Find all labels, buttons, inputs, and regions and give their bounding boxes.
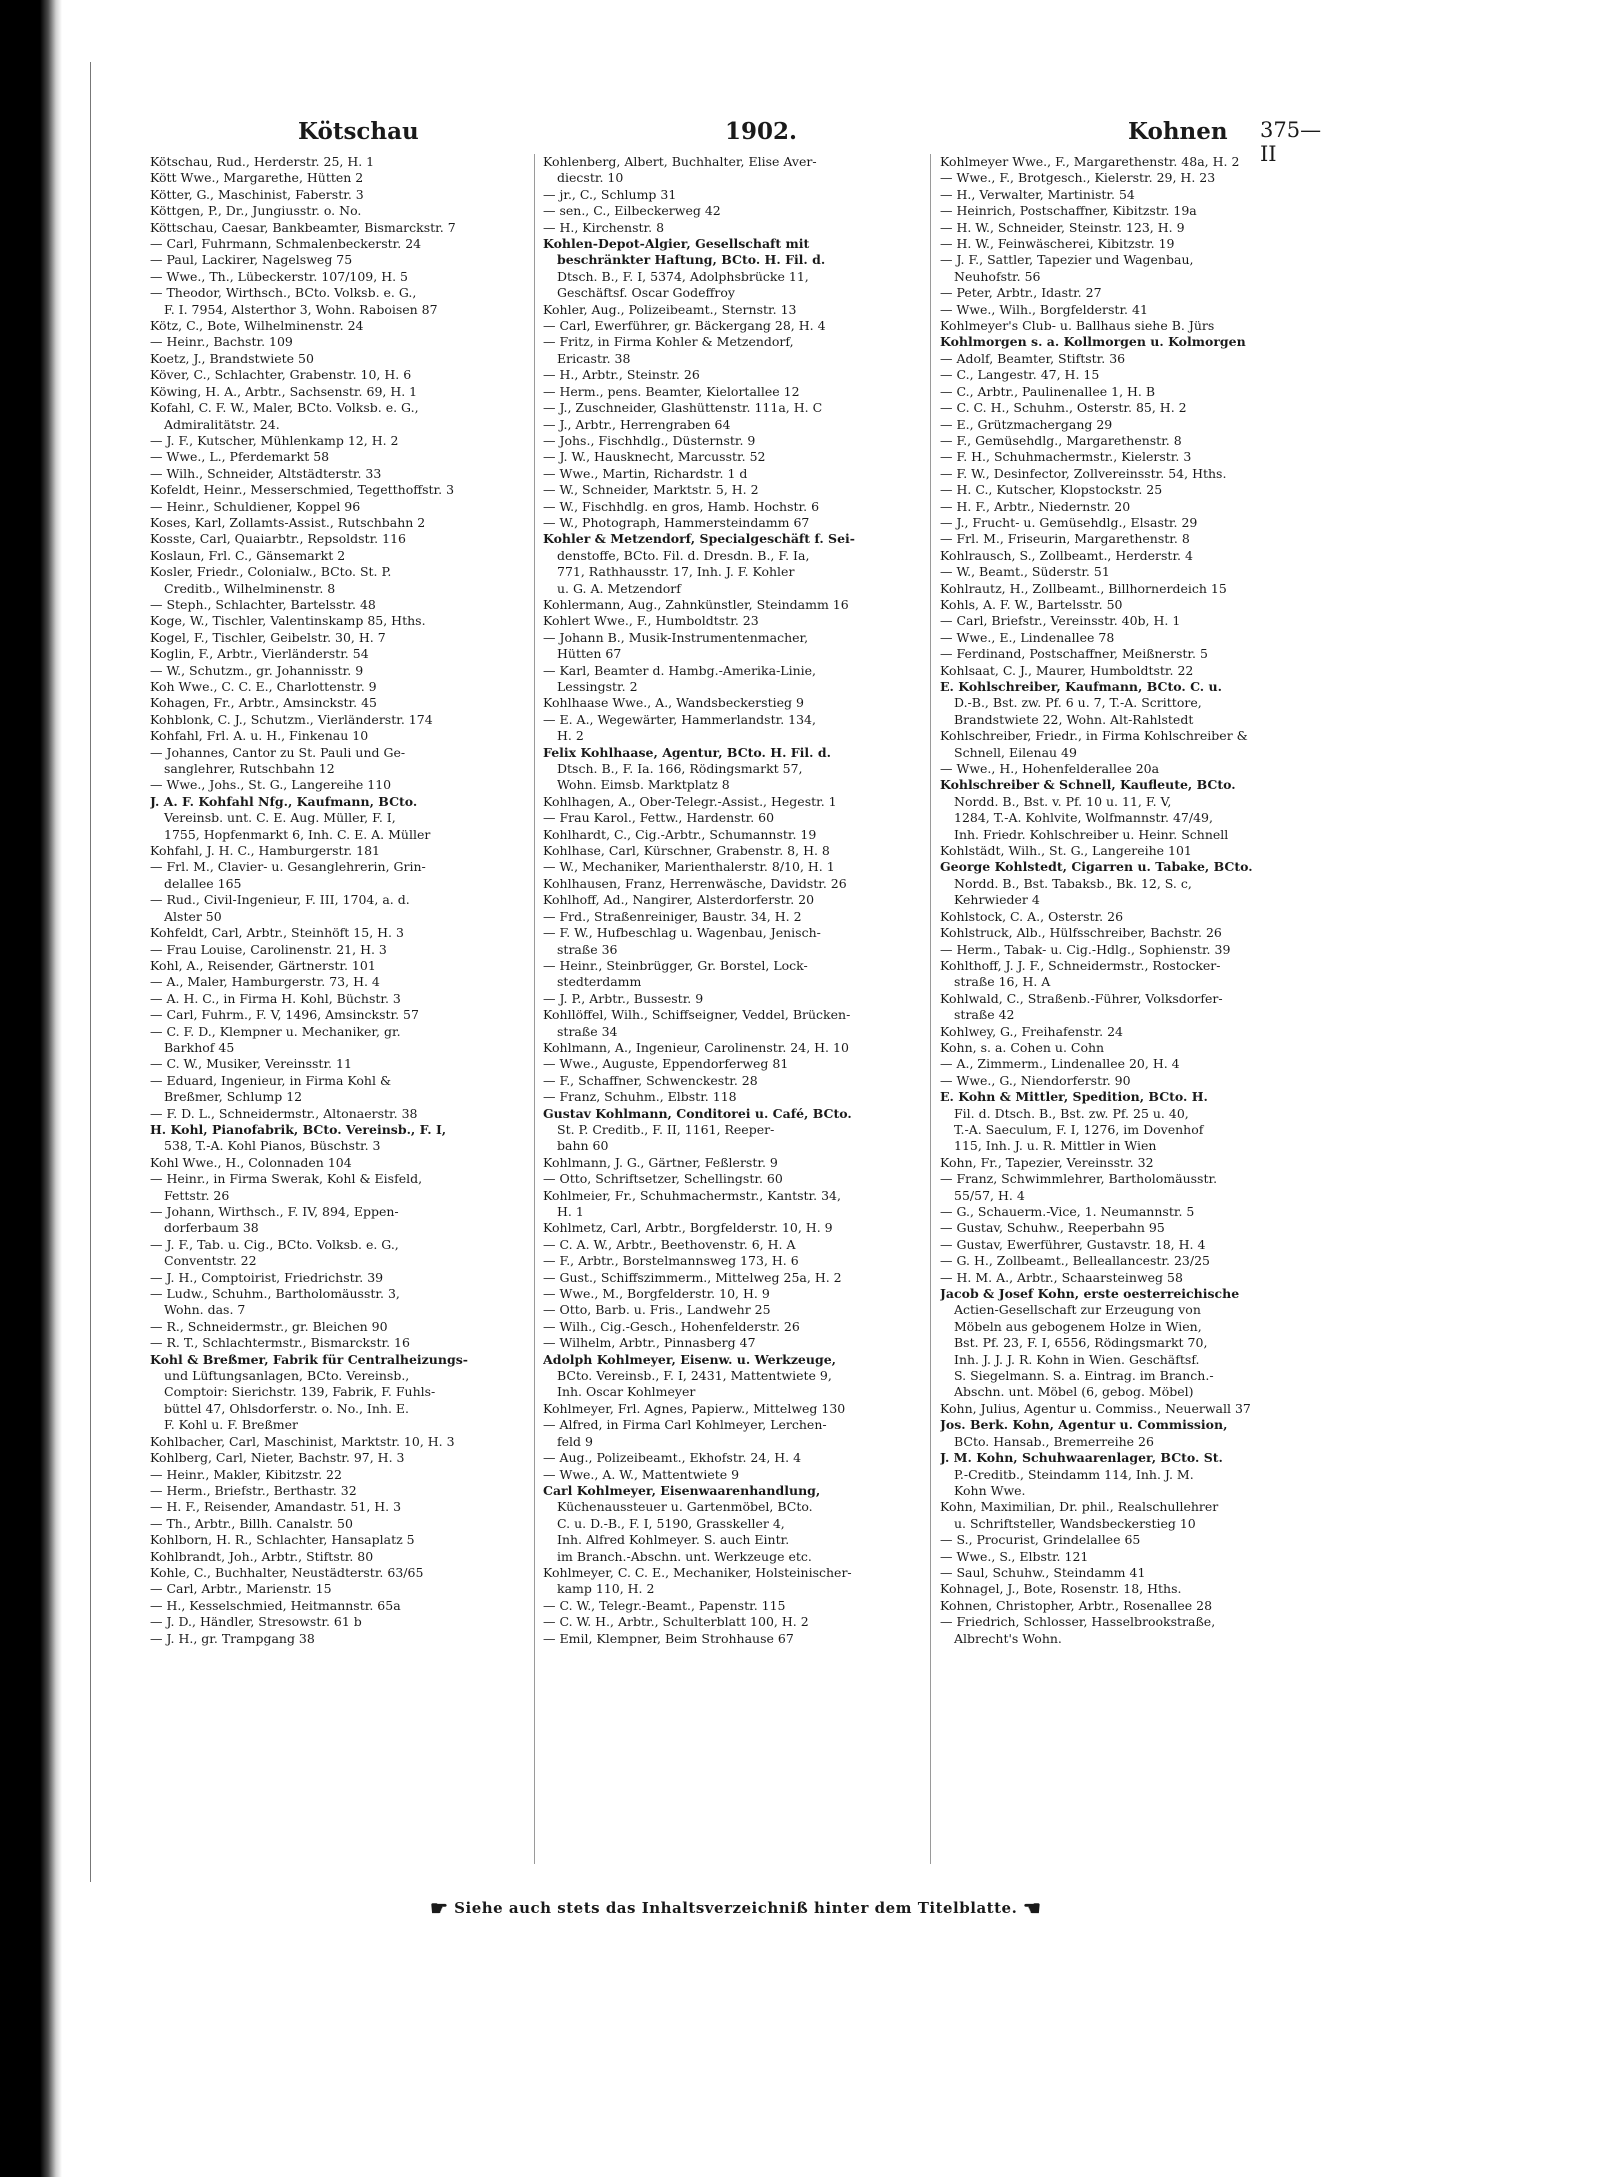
directory-entry: Kohlberg, Carl, Nieter, Bachstr. 97, H. 3 bbox=[150, 1450, 405, 1466]
directory-entry: — W., Schutzm., gr. Johannisstr. 9 bbox=[150, 662, 364, 678]
directory-entry: J. M. Kohn, Schuhwaarenlager, BCto. St. bbox=[940, 1450, 1223, 1466]
directory-entry: — Saul, Schuhw., Steindamm 41 bbox=[940, 1564, 1146, 1580]
directory-entry-continuation: Inh. J. J. J. R. Kohn in Wien. Geschäftsf. bbox=[954, 1351, 1200, 1367]
directory-entry: — F. W., Desinfector, Zollvereinsstr. 54, Hths. bbox=[940, 465, 1227, 481]
directory-entry: — Carl, Briefstr., Vereinsstr. 40b, H. 1 bbox=[940, 613, 1181, 629]
directory-entry-continuation: T.-A. Saeculum, F. I, 1276, im Dovenhof bbox=[954, 1121, 1204, 1137]
directory-entry: Koses, Karl, Zollamts-Assist., Rutschbahn 2 bbox=[150, 514, 426, 530]
directory-entry: Kohlhardt, C., Cig.-Arbtr., Schumannstr. 19 bbox=[543, 826, 817, 842]
directory-entry: — C. A. W., Arbtr., Beethovenstr. 6, H. A bbox=[543, 1236, 796, 1252]
directory-entry: Kohlschreiber, Friedr., in Firma Kohlschreiber & bbox=[940, 728, 1248, 744]
directory-entry: Kohlmeier, Fr., Schuhmachermstr., Kantstr. 34, bbox=[543, 1187, 841, 1203]
directory-entry-continuation: Breßmer, Schlump 12 bbox=[164, 1089, 303, 1105]
directory-entry-continuation: 55/57, H. 4 bbox=[954, 1187, 1025, 1203]
directory-entry: — J., Zuschneider, Glashüttenstr. 111a, H. C bbox=[543, 400, 823, 416]
directory-entry: — Heinr., Steinbrügger, Gr. Borstel, Lock- bbox=[543, 957, 808, 973]
directory-entry: Jacob & Josef Kohn, erste oesterreichische bbox=[940, 1286, 1240, 1302]
directory-entry-continuation: Wohn. das. 7 bbox=[164, 1302, 246, 1318]
directory-entry: — J., Frucht- u. Gemüsehdlg., Elsastr. 29 bbox=[940, 514, 1198, 530]
gutter-line bbox=[90, 62, 91, 1882]
directory-entry-continuation: im Branch.-Abschn. unt. Werkzeuge etc. bbox=[557, 1548, 812, 1564]
directory-entry: George Kohlstedt, Cigarren u. Tabake, BCto. bbox=[940, 859, 1253, 875]
directory-entry: — Franz, Schuhm., Elbstr. 118 bbox=[543, 1089, 737, 1105]
directory-entry: — H. F., Reisender, Amandastr. 51, H. 3 bbox=[150, 1499, 402, 1515]
page-number: 375—II bbox=[1260, 118, 1322, 166]
directory-entry: Kohllöffel, Wilh., Schiffseigner, Veddel, Brücken- bbox=[543, 1007, 851, 1023]
directory-entry-continuation: S. Siegelmann. S. a. Eintrag. im Branch.- bbox=[954, 1368, 1214, 1384]
directory-entry: Koh Wwe., C. C. E., Charlottenstr. 9 bbox=[150, 679, 377, 694]
directory-column-1 bbox=[150, 154, 522, 1647]
directory-entry: Kofahl, C. F. W., Maler, BCto. Volksb. e. G., bbox=[150, 400, 419, 416]
directory-entry: — S., Procurist, Grindelallee 65 bbox=[940, 1532, 1141, 1548]
directory-entry: — Johann B., Musik-Instrumentenmacher, bbox=[543, 629, 809, 645]
directory-entry-continuation: sanglehrer, Rutschbahn 12 bbox=[164, 761, 335, 777]
directory-entry: Kohagen, Fr., Arbtr., Amsinckstr. 45 bbox=[150, 695, 377, 711]
directory-entry-continuation: denstoffe, BCto. Fil. d. Dresdn. B., F. Ia, bbox=[557, 547, 810, 563]
directory-entry-continuation: F. I. 7954, Alsterthor 3, Wohn. Raboisen 87 bbox=[164, 301, 438, 317]
directory-entry: Kosler, Friedr., Colonialw., BCto. St. P. bbox=[150, 564, 392, 580]
directory-entry: Koglin, F., Arbtr., Vierländerstr. 54 bbox=[150, 646, 369, 662]
directory-entry: Kohls, A. F. W., Bartelsstr. 50 bbox=[940, 596, 1123, 612]
directory-entry: — J. P., Arbtr., Bussestr. 9 bbox=[543, 990, 704, 1006]
directory-entry: — Paul, Lackirer, Nagelsweg 75 bbox=[150, 252, 353, 268]
directory-entry: — H. W., Feinwäscherei, Kibitzstr. 19 bbox=[940, 236, 1175, 252]
directory-entry: — Theodor, Wirthsch., BCto. Volksb. e. G., bbox=[150, 285, 417, 301]
directory-entry-continuation: Wohn. Eimsb. Marktplatz 8 bbox=[557, 777, 730, 793]
footer-text: Siehe auch stets das Inhaltsverzeichniß hinter dem Titelblatte. bbox=[454, 1899, 1018, 1917]
directory-entry: — G. H., Zollbeamt., Belleallancestr. 23/25 bbox=[940, 1253, 1210, 1269]
directory-entry: Kohlmann, J. G., Gärtner, Feßlerstr. 9 bbox=[543, 1154, 778, 1170]
directory-entry: H. Kohl, Pianofabrik, BCto. Vereinsb., F. I, bbox=[150, 1121, 447, 1137]
directory-entry-continuation: straße 36 bbox=[557, 941, 618, 957]
directory-entry-continuation: büttel 47, Ohlsdorferstr. o. No., Inh. E. bbox=[164, 1400, 410, 1416]
directory-entry-continuation: Nordd. B., Bst. v. Pf. 10 u. 11, F. V, bbox=[954, 793, 1172, 809]
directory-entry: — Frd., Straßenreiniger, Baustr. 34, H. 2 bbox=[543, 908, 802, 924]
directory-entry: Kohlmeyer Wwe., F., Margarethenstr. 48a, H. 2 bbox=[940, 154, 1240, 169]
directory-entry: Kohlenberg, Albert, Buchhalter, Elise Aver- bbox=[543, 154, 817, 169]
directory-entry: — Friedrich, Schlosser, Hasselbrookstraße, bbox=[940, 1614, 1216, 1630]
directory-entry: — G., Schauerm.-Vice, 1. Neumannstr. 5 bbox=[940, 1204, 1195, 1219]
directory-entry: Kohl Wwe., H., Colonnaden 104 bbox=[150, 1154, 352, 1170]
directory-entry: Carl Kohlmeyer, Eisenwaarenhandlung, bbox=[543, 1482, 821, 1498]
directory-entry: Kohlsaat, C. J., Maurer, Humboldtstr. 22 bbox=[940, 662, 1194, 678]
directory-entry: Kohlwald, C., Straßenb.-Führer, Volksdorfer- bbox=[940, 990, 1223, 1006]
directory-entry-continuation: 538, T.-A. Kohl Pianos, Büschstr. 3 bbox=[164, 1138, 381, 1154]
header-right-keyword: Kohnen bbox=[1128, 118, 1228, 145]
pointing-hand-left-icon: ☚ bbox=[1023, 1896, 1042, 1920]
directory-entry: Kohlen-Depot-Algier, Gesellschaft mit bbox=[543, 236, 810, 252]
directory-entry: Kohl & Breßmer, Fabrik für Centralheizungs- bbox=[150, 1351, 468, 1367]
directory-entry: — Wwe., F., Brotgesch., Kielerstr. 29, H. 23 bbox=[940, 170, 1216, 186]
directory-entry: — H., Verwalter, Martinistr. 54 bbox=[940, 186, 1135, 202]
directory-entry-continuation: Dtsch. B., F. I, 5374, Adolphsbrücke 11, bbox=[557, 268, 809, 284]
directory-entry-continuation: und Lüftungsanlagen, BCto. Vereinsb., bbox=[164, 1368, 410, 1384]
directory-entry: Kohler & Metzendorf, Specialgeschäft f. Sei- bbox=[543, 531, 855, 547]
directory-entry: — sen., C., Eilbeckerweg 42 bbox=[543, 203, 721, 219]
directory-entry: — Ferdinand, Postschaffner, Meißnerstr. 5 bbox=[940, 646, 1208, 662]
directory-entry: Kohlwey, G., Freihafenstr. 24 bbox=[940, 1023, 1123, 1039]
directory-entry-continuation: H. 1 bbox=[557, 1204, 584, 1219]
directory-entry: Kohlbrandt, Joh., Arbtr., Stiftstr. 80 bbox=[150, 1548, 374, 1564]
directory-entry: — Th., Arbtr., Billh. Canalstr. 50 bbox=[150, 1515, 353, 1531]
directory-entry: — J. F., Tab. u. Cig., BCto. Volksb. e. G., bbox=[150, 1236, 399, 1252]
directory-entry: — J. F., Kutscher, Mühlenkamp 12, H. 2 bbox=[150, 432, 399, 448]
directory-entry: Kohlstruck, Alb., Hülfsschreiber, Bachstr. 26 bbox=[940, 925, 1222, 941]
directory-entry-continuation: dorferbaum 38 bbox=[164, 1220, 259, 1236]
directory-entry: Kohlstock, C. A., Osterstr. 26 bbox=[940, 908, 1124, 924]
directory-entry: — Wwe., H., Hohenfelderallee 20a bbox=[940, 761, 1160, 777]
directory-entry: — Carl, Fuhrm., F. V, 1496, Amsinckstr. 57 bbox=[150, 1007, 419, 1023]
directory-entry: — R. T., Schlachtermstr., Bismarckstr. 16 bbox=[150, 1335, 410, 1351]
directory-entry: Kogel, F., Tischler, Geibelstr. 30, H. 7 bbox=[150, 629, 386, 645]
directory-entry: Felix Kohlhaase, Agentur, BCto. H. Fil. d. bbox=[543, 744, 831, 760]
directory-entry: — Carl, Fuhrmann, Schmalenbeckerstr. 24 bbox=[150, 236, 422, 252]
directory-entry-continuation: Admiralitätstr. 24. bbox=[164, 416, 280, 432]
directory-entry: Kohlrausch, S., Zollbeamt., Herderstr. 4 bbox=[940, 547, 1193, 563]
directory-entry: — C. F. D., Klempner u. Mechaniker, gr. bbox=[150, 1023, 401, 1039]
directory-entry-continuation: Bst. Pf. 23, F. I, 6556, Rödingsmarkt 70, bbox=[954, 1335, 1208, 1351]
directory-entry: — Gustav, Schuhw., Reeperbahn 95 bbox=[940, 1220, 1165, 1236]
directory-entry: Kohfahl, J. H. C., Hamburgerstr. 181 bbox=[150, 843, 380, 859]
directory-entry-continuation: Kohn Wwe. bbox=[954, 1482, 1026, 1498]
directory-entry: — Heinr., in Firma Swerak, Kohl & Eisfeld, bbox=[150, 1171, 423, 1187]
directory-entry-continuation: C. u. D.-B., F. I, 5190, Grasskeller 4, bbox=[557, 1515, 785, 1531]
directory-entry: — F., Schaffner, Schwenckestr. 28 bbox=[543, 1072, 758, 1088]
directory-entry: — C. W. H., Arbtr., Schulterblatt 100, H. 2 bbox=[543, 1614, 809, 1630]
directory-entry-continuation: Conventstr. 22 bbox=[164, 1253, 257, 1269]
directory-entry-continuation: Geschäftsf. Oscar Godeffroy bbox=[557, 285, 735, 301]
directory-entry-continuation: BCto. Hansab., Bremerreihe 26 bbox=[954, 1433, 1154, 1449]
directory-entry: Kohl, A., Reisender, Gärtnerstr. 101 bbox=[150, 957, 376, 973]
directory-entry: — F. H., Schuhmachermstr., Kielerstr. 3 bbox=[940, 449, 1192, 465]
directory-entry: Kohlhaase Wwe., A., Wandsbeckerstieg 9 bbox=[543, 695, 804, 711]
directory-entry: — C., Arbtr., Paulinenallee 1, H. B bbox=[940, 383, 1156, 399]
directory-entry: — Herm., Briefstr., Berthastr. 32 bbox=[150, 1482, 357, 1498]
directory-entry: — Wwe., Martin, Richardstr. 1 d bbox=[543, 465, 748, 481]
directory-entry: Kofeldt, Heinr., Messerschmied, Tegetthoffstr. 3 bbox=[150, 482, 455, 498]
directory-entry: — F. D. L., Schneidermstr., Altonaerstr. 38 bbox=[150, 1105, 418, 1121]
directory-entry: — A. H. C., in Firma H. Kohl, Büchstr. 3 bbox=[150, 990, 401, 1006]
directory-entry: Kosste, Carl, Quaiarbtr., Repsoldstr. 116 bbox=[150, 531, 406, 547]
directory-entry: Kohlbacher, Carl, Maschinist, Marktstr. 10, H. 3 bbox=[150, 1433, 455, 1449]
directory-entry: — C., Langestr. 47, H. 15 bbox=[940, 367, 1100, 383]
directory-entry: — H. M. A., Arbtr., Schaarsteinweg 58 bbox=[940, 1269, 1183, 1285]
directory-entry: — W., Mechaniker, Marienthalerstr. 8/10, H. 1 bbox=[543, 859, 835, 875]
directory-entry: — Carl, Arbtr., Marienstr. 15 bbox=[150, 1581, 332, 1597]
directory-entry: Gustav Kohlmann, Conditorei u. Café, BCto. bbox=[543, 1105, 852, 1121]
directory-entry: — Wwe., S., Elbstr. 121 bbox=[940, 1548, 1089, 1564]
directory-entry: — Karl, Beamter d. Hambg.-Amerika-Linie, bbox=[543, 662, 817, 678]
directory-entry-continuation: delallee 165 bbox=[164, 875, 242, 891]
directory-entry: — Johs., Fischhdlg., Düsternstr. 9 bbox=[543, 432, 756, 448]
directory-entry-continuation: D.-B., Bst. zw. Pf. 6 u. 7, T.-A. Scrittore, bbox=[954, 695, 1202, 711]
directory-entry: Kohlmetz, Carl, Arbtr., Borgfelderstr. 10, H. 9 bbox=[543, 1220, 833, 1236]
directory-page bbox=[150, 118, 1335, 1920]
directory-entry: Kötter, G., Maschinist, Faberstr. 3 bbox=[150, 186, 364, 202]
directory-entry-continuation: Schnell, Eilenau 49 bbox=[954, 744, 1077, 760]
directory-entry: — E. A., Wegewärter, Hammerlandstr. 134, bbox=[543, 711, 816, 727]
directory-entry-continuation: Actien-Gesellschaft zur Erzeugung von bbox=[954, 1302, 1201, 1318]
directory-entry-continuation: Ericastr. 38 bbox=[557, 350, 631, 366]
directory-entry: Koetz, J., Brandstwiete 50 bbox=[150, 350, 314, 366]
directory-entry: Kötschau, Rud., Herderstr. 25, H. 1 bbox=[150, 154, 375, 169]
directory-entry: Köttgen, P., Dr., Jungiusstr. o. No. bbox=[150, 203, 362, 219]
directory-entry: — C. W., Telegr.-Beamt., Papenstr. 115 bbox=[543, 1597, 786, 1613]
directory-entry: — Fritz, in Firma Kohler & Metzendorf, bbox=[543, 334, 794, 350]
directory-entry: Kohlmeyer's Club- u. Ballhaus siehe B. Jürs bbox=[940, 318, 1215, 334]
directory-entry: — R., Schneidermstr., gr. Bleichen 90 bbox=[150, 1318, 388, 1334]
directory-entry-continuation: Alster 50 bbox=[164, 908, 222, 924]
directory-entry: Kohlstädt, Wilh., St. G., Langereihe 101 bbox=[940, 843, 1192, 859]
directory-entry: — Steph., Schlachter, Bartelsstr. 48 bbox=[150, 596, 376, 612]
directory-entry-continuation: 115, Inh. J. u. R. Mittler in Wien bbox=[954, 1138, 1157, 1154]
directory-entry-continuation: Küchenaussteuer u. Gartenmöbel, BCto. bbox=[557, 1499, 813, 1515]
directory-entry: — Johannes, Cantor zu St. Pauli und Ge- bbox=[150, 744, 406, 760]
directory-entry: Kohlmorgen s. a. Kollmorgen u. Kolmorgen bbox=[940, 334, 1246, 350]
directory-entry: — Frl. M., Friseurin, Margarethenstr. 8 bbox=[940, 531, 1190, 547]
directory-entry: — Ludw., Schuhm., Bartholomäusstr. 3, bbox=[150, 1286, 400, 1302]
directory-entry-continuation: Inh. Alfred Kohlmeyer. S. auch Eintr. bbox=[557, 1532, 790, 1548]
directory-entry: — W., Photograph, Hammersteindamm 67 bbox=[543, 514, 810, 530]
column-rule bbox=[534, 154, 535, 1864]
directory-entry: — W., Fischhdlg. en gros, Hamb. Hochstr. 6 bbox=[543, 498, 820, 514]
directory-entry-continuation: BCto. Vereinsb., F. I, 2431, Mattentwiete 9, bbox=[557, 1368, 832, 1384]
directory-entry: — F., Arbtr., Borstelmannsweg 173, H. 6 bbox=[543, 1253, 799, 1269]
directory-entry: Kohlhoff, Ad., Nangirer, Alsterdorferstr. 20 bbox=[543, 892, 815, 908]
directory-entry: — J. H., gr. Trampgang 38 bbox=[150, 1630, 315, 1646]
footer-note bbox=[430, 1896, 1041, 1920]
directory-entry: Jos. Berk. Kohn, Agentur u. Commission, bbox=[940, 1417, 1228, 1433]
directory-entry: Kohlhagen, A., Ober-Telegr.-Assist., Hegestr. 1 bbox=[543, 793, 837, 809]
directory-entry-continuation: Neuhofstr. 56 bbox=[954, 268, 1041, 284]
directory-entry: — Otto, Barb. u. Fris., Landwehr 25 bbox=[543, 1302, 771, 1318]
column-rule bbox=[930, 154, 931, 1864]
directory-entry: — F. W., Hufbeschlag u. Wagenbau, Jenisch- bbox=[543, 925, 821, 941]
directory-entry: — Aug., Polizeibeamt., Ekhofstr. 24, H. 4 bbox=[543, 1450, 802, 1466]
directory-entry: — Wilhelm, Arbtr., Pinnasberg 47 bbox=[543, 1335, 756, 1351]
directory-entry: Kohlert Wwe., F., Humboldtstr. 23 bbox=[543, 613, 759, 629]
directory-entry: Kohlhausen, Franz, Herrenwäsche, Davidstr. 26 bbox=[543, 875, 847, 891]
directory-entry-continuation: straße 34 bbox=[557, 1023, 618, 1039]
directory-entry-continuation: 771, Rathhausstr. 17, Inh. J. F. Kohler bbox=[557, 564, 795, 580]
directory-entry: — Johann, Wirthsch., F. IV, 894, Eppen- bbox=[150, 1204, 399, 1219]
directory-entry-continuation: Fettstr. 26 bbox=[164, 1187, 230, 1203]
directory-entry-continuation: Vereinsb. unt. C. E. Aug. Müller, F. I, bbox=[164, 810, 396, 826]
directory-entry: Kötz, C., Bote, Wilhelminenstr. 24 bbox=[150, 318, 364, 334]
directory-entry: — Wilh., Cig.-Gesch., Hohenfelderstr. 26 bbox=[543, 1318, 800, 1334]
directory-entry: Kohlrautz, H., Zollbeamt., Billhornerdeich 15 bbox=[940, 580, 1227, 596]
directory-entry: Kohlmeyer, Frl. Agnes, Papierw., Mittelweg 130 bbox=[543, 1400, 846, 1416]
directory-entry: — H., Kirchenstr. 8 bbox=[543, 219, 665, 235]
directory-entry: — Wwe., Auguste, Eppendorferweg 81 bbox=[543, 1056, 789, 1072]
directory-entry-continuation: 1284, T.-A. Kohlvite, Wolfmannstr. 47/49, bbox=[954, 810, 1213, 826]
directory-entry: — Emil, Klempner, Beim Strohhause 67 bbox=[543, 1630, 794, 1646]
directory-entry: Kohlschreiber & Schnell, Kaufleute, BCto. bbox=[940, 777, 1236, 793]
directory-entry: — C. C. H., Schuhm., Osterstr. 85, H. 2 bbox=[940, 400, 1187, 416]
directory-entry-continuation: u. Schriftsteller, Wandsbeckerstieg 10 bbox=[954, 1515, 1196, 1531]
directory-entry: Kohle, C., Buchhalter, Neustädterstr. 63/65 bbox=[150, 1564, 424, 1580]
directory-entry: — J. F., Sattler, Tapezier und Wagenbau, bbox=[940, 252, 1194, 268]
directory-entry: Köver, C., Schlachter, Grabenstr. 10, H. 6 bbox=[150, 367, 412, 383]
directory-entry-continuation: Comptoir: Sierichstr. 139, Fabrik, F. Fuhls- bbox=[164, 1384, 436, 1400]
pointing-hand-right-icon: ☛ bbox=[430, 1896, 449, 1920]
directory-entry-continuation: Abschn. unt. Möbel (6, gebog. Möbel) bbox=[954, 1384, 1194, 1400]
directory-entry: — Otto, Schriftsetzer, Schellingstr. 60 bbox=[543, 1171, 783, 1187]
directory-entry-continuation: Inh. Friedr. Kohlschreiber u. Heinr. Schnell bbox=[954, 826, 1229, 842]
directory-entry-continuation: bahn 60 bbox=[557, 1138, 609, 1154]
directory-entry-continuation: 1755, Hopfenmarkt 6, Inh. C. E. A. Müller bbox=[164, 826, 431, 842]
directory-entry: — Wwe., Th., Lübeckerstr. 107/109, H. 5 bbox=[150, 268, 409, 284]
directory-entry: Koslaun, Frl. C., Gänsemarkt 2 bbox=[150, 547, 346, 563]
directory-entry: — Heinr., Schuldiener, Koppel 96 bbox=[150, 498, 361, 514]
directory-entry: — J. H., Comptoirist, Friedrichstr. 39 bbox=[150, 1269, 384, 1285]
directory-entry: — Gust., Schiffszimmerm., Mittelweg 25a, H. 2 bbox=[543, 1269, 842, 1285]
directory-entry: — F., Gemüsehdlg., Margarethenstr. 8 bbox=[940, 432, 1182, 448]
directory-entry: Kohlermann, Aug., Zahnkünstler, Steindamm 16 bbox=[543, 596, 849, 612]
directory-entry-continuation: beschränkter Haftung, BCto. H. Fil. d. bbox=[557, 252, 826, 268]
directory-entry: Kohn, Julius, Agentur u. Commiss., Neuerwall 37 bbox=[940, 1400, 1251, 1416]
directory-entry: — Adolf, Beamter, Stiftstr. 36 bbox=[940, 350, 1126, 366]
directory-entry: Kohler, Aug., Polizeibeamt., Sternstr. 13 bbox=[543, 301, 797, 317]
header-year: 1902. bbox=[725, 118, 798, 145]
directory-entry: — Heinrich, Postschaffner, Kibitzstr. 19a bbox=[940, 203, 1197, 219]
directory-entry: Kohn, Maximilian, Dr. phil., Realschullehrer bbox=[940, 1499, 1219, 1515]
directory-entry: — Gustav, Ewerführer, Gustavstr. 18, H. 4 bbox=[940, 1236, 1206, 1252]
binding-shadow bbox=[0, 0, 62, 2177]
directory-entry: — Heinr., Bachstr. 109 bbox=[150, 334, 293, 350]
directory-entry: J. A. F. Kohfahl Nfg., Kaufmann, BCto. bbox=[150, 793, 418, 809]
directory-entry: Kohn, Fr., Tapezier, Vereinsstr. 32 bbox=[940, 1154, 1154, 1170]
directory-entry: — H., Arbtr., Steinstr. 26 bbox=[543, 367, 700, 383]
directory-entry: — W., Schneider, Marktstr. 5, H. 2 bbox=[543, 482, 759, 498]
directory-entry: Köttschau, Caesar, Bankbeamter, Bismarckstr. 7 bbox=[150, 219, 456, 235]
directory-entry: — Wwe., Wilh., Borgfelderstr. 41 bbox=[940, 301, 1148, 317]
directory-entry: — Wilh., Schneider, Altstädterstr. 33 bbox=[150, 465, 382, 481]
directory-entry: — Wwe., L., Pferdemarkt 58 bbox=[150, 449, 330, 465]
directory-entry: Kohfeldt, Carl, Arbtr., Steinhöft 15, H. 3 bbox=[150, 925, 404, 941]
directory-entry: — Peter, Arbtr., Idastr. 27 bbox=[940, 285, 1102, 301]
directory-entry: — Frau Louise, Carolinenstr. 21, H. 3 bbox=[150, 941, 387, 957]
directory-entry: E. Kohlschreiber, Kaufmann, BCto. C. u. bbox=[940, 679, 1222, 694]
directory-entry-continuation: Albrecht's Wohn. bbox=[954, 1630, 1062, 1646]
directory-entry-continuation: F. Kohl u. F. Breßmer bbox=[164, 1417, 299, 1433]
directory-entry: — Wwe., M., Borgfelderstr. 10, H. 9 bbox=[543, 1286, 770, 1302]
directory-entry: — Franz, Schwimmlehrer, Bartholomäusstr. bbox=[940, 1171, 1218, 1187]
directory-entry: — Frau Karol., Fettw., Hardenstr. 60 bbox=[543, 810, 775, 826]
directory-entry: Adolph Kohlmeyer, Eisenw. u. Werkzeuge, bbox=[543, 1351, 836, 1367]
directory-entry-continuation: St. P. Creditb., F. II, 1161, Reeper- bbox=[557, 1121, 775, 1137]
directory-entry-continuation: Barkhof 45 bbox=[164, 1039, 235, 1055]
directory-entry: — H., Kesselschmied, Heitmannstr. 65a bbox=[150, 1597, 401, 1613]
directory-entry: Koge, W., Tischler, Valentinskamp 85, Hths. bbox=[150, 613, 426, 629]
directory-entry: — Alfred, in Firma Carl Kohlmeyer, Lerchen- bbox=[543, 1417, 827, 1433]
directory-entry-continuation: H. 2 bbox=[557, 728, 584, 744]
header-left-keyword: Kötschau bbox=[298, 118, 419, 145]
directory-entry-continuation: P.-Creditb., Steindamm 114, Inh. J. M. bbox=[954, 1466, 1194, 1482]
directory-column-3 bbox=[940, 154, 1335, 1647]
directory-entry: — J. D., Händler, Stresowstr. 61 b bbox=[150, 1614, 362, 1630]
directory-entry-continuation: u. G. A. Metzendorf bbox=[557, 580, 681, 596]
directory-entry: — Herm., pens. Beamter, Kielortallee 12 bbox=[543, 383, 800, 399]
directory-entry: — Wwe., G., Niendorferstr. 90 bbox=[940, 1072, 1131, 1088]
directory-entry: Kohlborn, H. R., Schlachter, Hansaplatz 5 bbox=[150, 1532, 415, 1548]
directory-entry-continuation: Brandstwiete 22, Wohn. Alt-Rahlstedt bbox=[954, 711, 1194, 727]
directory-entry-continuation: Möbeln aus gebogenem Holze in Wien, bbox=[954, 1318, 1202, 1334]
directory-entry-continuation: diecstr. 10 bbox=[557, 170, 624, 186]
directory-entry-continuation: straße 42 bbox=[954, 1007, 1015, 1023]
directory-entry: — Herm., Tabak- u. Cig.-Hdlg., Sophienstr. 39 bbox=[940, 941, 1231, 957]
directory-entry: — A., Maler, Hamburgerstr. 73, H. 4 bbox=[150, 974, 380, 990]
directory-entry: — Carl, Ewerführer, gr. Bäckergang 28, H. 4 bbox=[543, 318, 826, 334]
directory-entry: Kohlmeyer, C. C. E., Mechaniker, Holsteinischer- bbox=[543, 1564, 852, 1580]
directory-entry: — Wwe., A. W., Mattentwiete 9 bbox=[543, 1466, 740, 1482]
directory-entry: Köwing, H. A., Arbtr., Sachsenstr. 69, H. 1 bbox=[150, 383, 418, 399]
directory-entry-continuation: Creditb., Wilhelminenstr. 8 bbox=[164, 580, 336, 596]
directory-entry: — A., Zimmerm., Lindenallee 20, H. 4 bbox=[940, 1056, 1180, 1072]
directory-entry: — W., Beamt., Süderstr. 51 bbox=[940, 564, 1110, 580]
directory-entry: Kohnen, Christopher, Arbtr., Rosenallee 28 bbox=[940, 1597, 1213, 1613]
directory-entry-continuation: Lessingstr. 2 bbox=[557, 679, 638, 694]
directory-entry-continuation: Dtsch. B., F. Ia. 166, Rödingsmarkt 57, bbox=[557, 761, 803, 777]
directory-entry: — Heinr., Makler, Kibitzstr. 22 bbox=[150, 1466, 342, 1482]
directory-column-2 bbox=[543, 154, 915, 1647]
directory-entry-continuation: stedterdamm bbox=[557, 974, 642, 990]
directory-entry-continuation: feld 9 bbox=[557, 1433, 593, 1449]
directory-entry: Kohlhase, Carl, Kürschner, Grabenstr. 8, H. 8 bbox=[543, 843, 830, 859]
directory-entry: — E., Grützmachergang 29 bbox=[940, 416, 1113, 432]
directory-entry: — C. W., Musiker, Vereinsstr. 11 bbox=[150, 1056, 352, 1072]
directory-entry: — Frl. M., Clavier- u. Gesanglehrerin, Grin- bbox=[150, 859, 426, 875]
directory-entry: E. Kohn & Mittler, Spedition, BCto. H. bbox=[940, 1089, 1208, 1105]
directory-entry: — Rud., Civil-Ingenieur, F. III, 1704, a. d. bbox=[150, 892, 410, 908]
directory-entry: — H. C., Kutscher, Klopstockstr. 25 bbox=[940, 482, 1163, 498]
directory-entry: Kohfahl, Frl. A. u. H., Finkenau 10 bbox=[150, 728, 369, 744]
directory-entry-continuation: Inh. Oscar Kohlmeyer bbox=[557, 1384, 696, 1400]
directory-entry: — J. W., Hausknecht, Marcusstr. 52 bbox=[543, 449, 766, 465]
directory-entry-continuation: Nordd. B., Bst. Tabaksb., Bk. 12, S. c, bbox=[954, 875, 1192, 891]
directory-entry: — H. W., Schneider, Steinstr. 123, H. 9 bbox=[940, 219, 1185, 235]
directory-entry: Kohn, s. a. Cohen u. Cohn bbox=[940, 1039, 1105, 1055]
directory-entry: Kohlthoff, J. J. F., Schneidermstr., Rostocker- bbox=[940, 957, 1221, 973]
directory-entry-continuation: Hütten 67 bbox=[557, 646, 622, 662]
directory-entry-continuation: Fil. d. Dtsch. B., Bst. zw. Pf. 25 u. 40, bbox=[954, 1105, 1189, 1121]
directory-entry: Kött Wwe., Margarethe, Hütten 2 bbox=[150, 170, 364, 186]
directory-entry: — Wwe., E., Lindenallee 78 bbox=[940, 629, 1115, 645]
directory-entry: — J., Arbtr., Herrengraben 64 bbox=[543, 416, 731, 432]
directory-entry-continuation: Kehrwieder 4 bbox=[954, 892, 1040, 908]
directory-entry: Kohlmann, A., Ingenieur, Carolinenstr. 24, H. 10 bbox=[543, 1039, 849, 1055]
directory-entry: — jr., C., Schlump 31 bbox=[543, 186, 677, 202]
directory-entry: — Wwe., Johs., St. G., Langereihe 110 bbox=[150, 777, 392, 793]
directory-entry: — Eduard, Ingenieur, in Firma Kohl & bbox=[150, 1072, 392, 1088]
directory-entry: — H. F., Arbtr., Niedernstr. 20 bbox=[940, 498, 1131, 514]
directory-entry: Kohnagel, J., Bote, Rosenstr. 18, Hths. bbox=[940, 1581, 1182, 1597]
directory-entry-continuation: straße 16, H. A bbox=[954, 974, 1051, 990]
directory-entry: Kohblonk, C. J., Schutzm., Vierländerstr. 174 bbox=[150, 711, 433, 727]
directory-entry-continuation: kamp 110, H. 2 bbox=[557, 1581, 655, 1597]
